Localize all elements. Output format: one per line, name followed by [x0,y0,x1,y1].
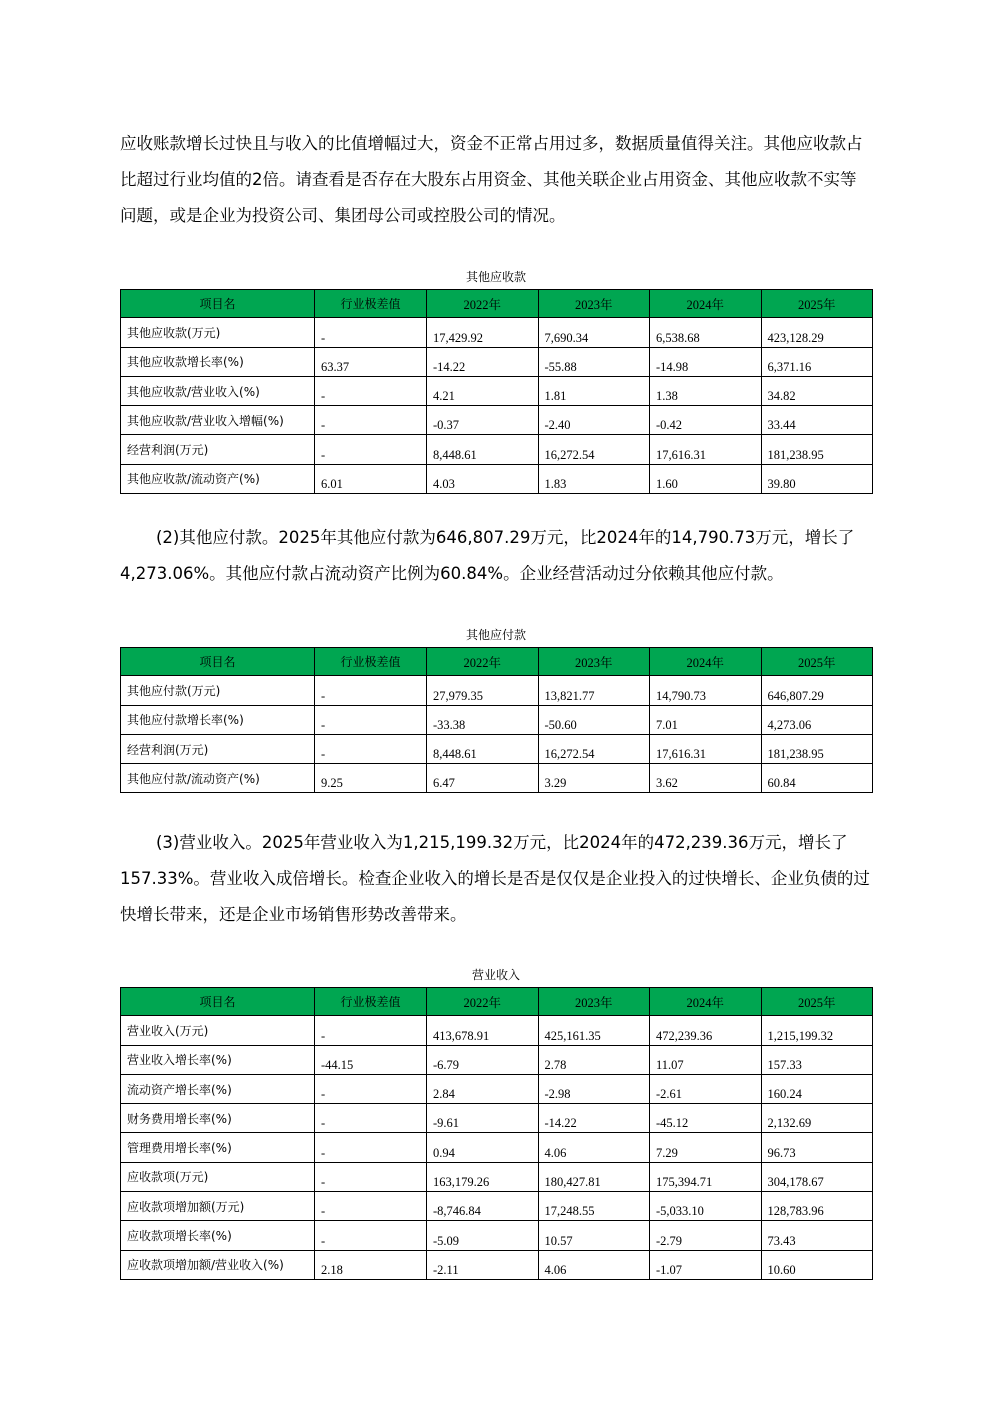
table-cell: 157.33 [761,1045,873,1074]
table-cell: - [315,1192,427,1221]
table-cell: 16,272.54 [538,734,650,763]
table-cell: 4.21 [427,376,539,405]
table-cell: - [315,318,427,347]
table-cell: 3.62 [650,764,762,793]
table-cell: -55.88 [538,347,650,376]
operating-revenue-table [120,987,873,1280]
table-row [121,1133,873,1162]
table-cell: - [315,1074,427,1103]
row-label: 其他应付款/流动资产(%) [121,764,315,793]
column-header: 2023年 [538,648,650,676]
table-cell: 1.60 [650,464,762,493]
table-cell: -2.79 [650,1221,762,1250]
table-cell: 181,238.95 [761,734,873,763]
column-header: 项目名 [121,648,315,676]
column-header: 2023年 [538,988,650,1016]
column-header: 2025年 [761,988,873,1016]
table-cell: 181,238.95 [761,435,873,464]
table-cell: 128,783.96 [761,1192,873,1221]
table-header-row [121,290,873,318]
table-cell: -5,033.10 [650,1192,762,1221]
table-cell: 14,790.73 [650,676,762,705]
column-header: 2024年 [650,988,762,1016]
table-cell: - [315,376,427,405]
column-header: 项目名 [121,988,315,1016]
table-cell: 425,161.35 [538,1016,650,1045]
table-cell: 2,132.69 [761,1104,873,1133]
table-cell: 6.01 [315,464,427,493]
table-cell: -14.98 [650,347,762,376]
table-cell: 17,616.31 [650,734,762,763]
table-cell: 9.25 [315,764,427,793]
column-header: 2023年 [538,290,650,318]
table-cell: 13,821.77 [538,676,650,705]
table-cell: 8,448.61 [427,435,539,464]
table-cell: - [315,705,427,734]
table-caption-operating-revenue: 营业收入 [471,968,520,982]
table-cell: -44.15 [315,1045,427,1074]
table-cell: - [315,1104,427,1133]
row-label: 其他应收款(万元) [121,318,315,347]
table-row [121,1192,873,1221]
row-label: 营业收入增长率(%) [121,1045,315,1074]
table-cell: -2.40 [538,406,650,435]
column-header: 2024年 [650,290,762,318]
column-header: 项目名 [121,290,315,318]
table-cell: 7.29 [650,1133,762,1162]
table-cell: -2.98 [538,1074,650,1103]
table-cell: 163,179.26 [427,1162,539,1191]
table-cell: 63.37 [315,347,427,376]
table-cell: 7,690.34 [538,318,650,347]
table-cell: 180,427.81 [538,1162,650,1191]
table-cell: -0.37 [427,406,539,435]
table-cell: 423,128.29 [761,318,873,347]
table-cell: 33.44 [761,406,873,435]
other-payables-table [120,647,873,793]
table-cell: -9.61 [427,1104,539,1133]
row-label: 财务费用增长率(%) [121,1104,315,1133]
table-cell: 17,616.31 [650,435,762,464]
other-payables-paragraph: (2)其他应付款。2025年其他应付款为646,807.29万元，比2024年的14,790.73万元，增长了4,273.06%。其他应付款占流动资产比例为60.84%。企业经营活动过分依赖其他应付款。 [120,528,855,583]
table-cell: 8,448.61 [427,734,539,763]
table-row [121,1016,873,1045]
row-label: 流动资产增长率(%) [121,1074,315,1103]
table-cell: 17,429.92 [427,318,539,347]
table-cell: - [315,676,427,705]
column-header: 2022年 [427,648,539,676]
table-cell: 4.06 [538,1250,650,1279]
table-cell: 1.83 [538,464,650,493]
table-row [121,1221,873,1250]
table-row [121,1162,873,1191]
table-cell: 6.47 [427,764,539,793]
table-cell: -2.61 [650,1074,762,1103]
other-receivables-table [120,289,873,494]
table-cell: - [315,1016,427,1045]
row-label: 经营利润(万元) [121,734,315,763]
table-cell: 160.24 [761,1074,873,1103]
table-cell: -14.22 [538,1104,650,1133]
table-cell: - [315,1221,427,1250]
table-header-row [121,988,873,1016]
table-cell: 4,273.06 [761,705,873,734]
table-cell: - [315,406,427,435]
table-cell: 96.73 [761,1133,873,1162]
row-label: 经营利润(万元) [121,435,315,464]
table-cell: -8,746.84 [427,1192,539,1221]
table-cell: -45.12 [650,1104,762,1133]
table-cell: 73.43 [761,1221,873,1250]
table-cell: - [315,1133,427,1162]
table-caption-other-payables: 其他应付款 [465,628,526,642]
row-label: 应收款项增加额/营业收入(%) [121,1250,315,1279]
table-row [121,347,873,376]
table-row [121,676,873,705]
column-header: 行业极差值 [315,988,427,1016]
table-cell: 2.84 [427,1074,539,1103]
table-cell: -2.11 [427,1250,539,1279]
table-cell: 2.78 [538,1045,650,1074]
column-header: 2022年 [427,290,539,318]
table-cell: 4.03 [427,464,539,493]
row-label: 应收款项增长率(%) [121,1221,315,1250]
table-cell: 6,538.68 [650,318,762,347]
column-header: 2024年 [650,648,762,676]
table-row [121,318,873,347]
row-label: 其他应收款增长率(%) [121,347,315,376]
table-cell: -0.42 [650,406,762,435]
table-row [121,376,873,405]
row-label: 应收款项增加额(万元) [121,1192,315,1221]
table-cell: 175,394.71 [650,1162,762,1191]
table-cell: 7.01 [650,705,762,734]
table-row [121,1104,873,1133]
table-cell: 11.07 [650,1045,762,1074]
table-cell: -6.79 [427,1045,539,1074]
table-caption-other-receivables: 其他应收款 [465,270,526,284]
table-row [121,764,873,793]
table-cell: 304,178.67 [761,1162,873,1191]
table-cell: 1.81 [538,376,650,405]
table-cell: - [315,734,427,763]
table-cell: -50.60 [538,705,650,734]
row-label: 其他应收款/营业收入(%) [121,376,315,405]
table-cell: 413,678.91 [427,1016,539,1045]
table-cell: 1,215,199.32 [761,1016,873,1045]
table-row [121,734,873,763]
table-row [121,406,873,435]
table-cell: 1.38 [650,376,762,405]
column-header: 2025年 [761,648,873,676]
row-label: 其他应付款(万元) [121,676,315,705]
intro-paragraph: 应收账款增长过快且与收入的比值增幅过大，资金不正常占用过多，数据质量值得关注。其他应收款占比超过行业均值的2倍。请查看是否存在大股东占用资金、其他关联企业占用资金、其他应收款不实等问题，或是企业为投资公司、集团母公司或控股公司的情况。 [120,134,863,225]
table-row [121,435,873,464]
row-label: 其他应收款/营业收入增幅(%) [121,406,315,435]
row-label: 其他应付款增长率(%) [121,705,315,734]
table-row [121,464,873,493]
table-header-row [121,648,873,676]
operating-revenue-paragraph: (3)营业收入。2025年营业收入为1,215,199.32万元，比2024年的472,239.36万元，增长了157.33%。营业收入成倍增长。检查企业收入的增长是否是仅仅是企业投入的过快增长、企业负债的过快增长带来，还是企业市场销售形势改善带来。 [120,833,870,924]
table-cell: -1.07 [650,1250,762,1279]
table-row [121,1250,873,1279]
table-cell: 2.18 [315,1250,427,1279]
table-cell: -5.09 [427,1221,539,1250]
table-cell: 3.29 [538,764,650,793]
row-label: 营业收入(万元) [121,1016,315,1045]
table-cell: 4.06 [538,1133,650,1162]
table-cell: -33.38 [427,705,539,734]
table-cell: 6,371.16 [761,347,873,376]
table-row [121,1074,873,1103]
row-label: 其他应收款/流动资产(%) [121,464,315,493]
table-cell: 34.82 [761,376,873,405]
table-cell: -14.22 [427,347,539,376]
table-cell: 646,807.29 [761,676,873,705]
table-cell: 60.84 [761,764,873,793]
table-cell: 472,239.36 [650,1016,762,1045]
table-row [121,705,873,734]
table-cell: - [315,1162,427,1191]
column-header: 行业极差值 [315,290,427,318]
column-header: 2025年 [761,290,873,318]
column-header: 行业极差值 [315,648,427,676]
table-cell: 10.60 [761,1250,873,1279]
row-label: 管理费用增长率(%) [121,1133,315,1162]
table-cell: 10.57 [538,1221,650,1250]
table-cell: 39.80 [761,464,873,493]
table-cell: 16,272.54 [538,435,650,464]
table-cell: 17,248.55 [538,1192,650,1221]
table-cell: 0.94 [427,1133,539,1162]
table-cell: - [315,435,427,464]
column-header: 2022年 [427,988,539,1016]
table-row [121,1045,873,1074]
table-cell: 27,979.35 [427,676,539,705]
row-label: 应收款项(万元) [121,1162,315,1191]
